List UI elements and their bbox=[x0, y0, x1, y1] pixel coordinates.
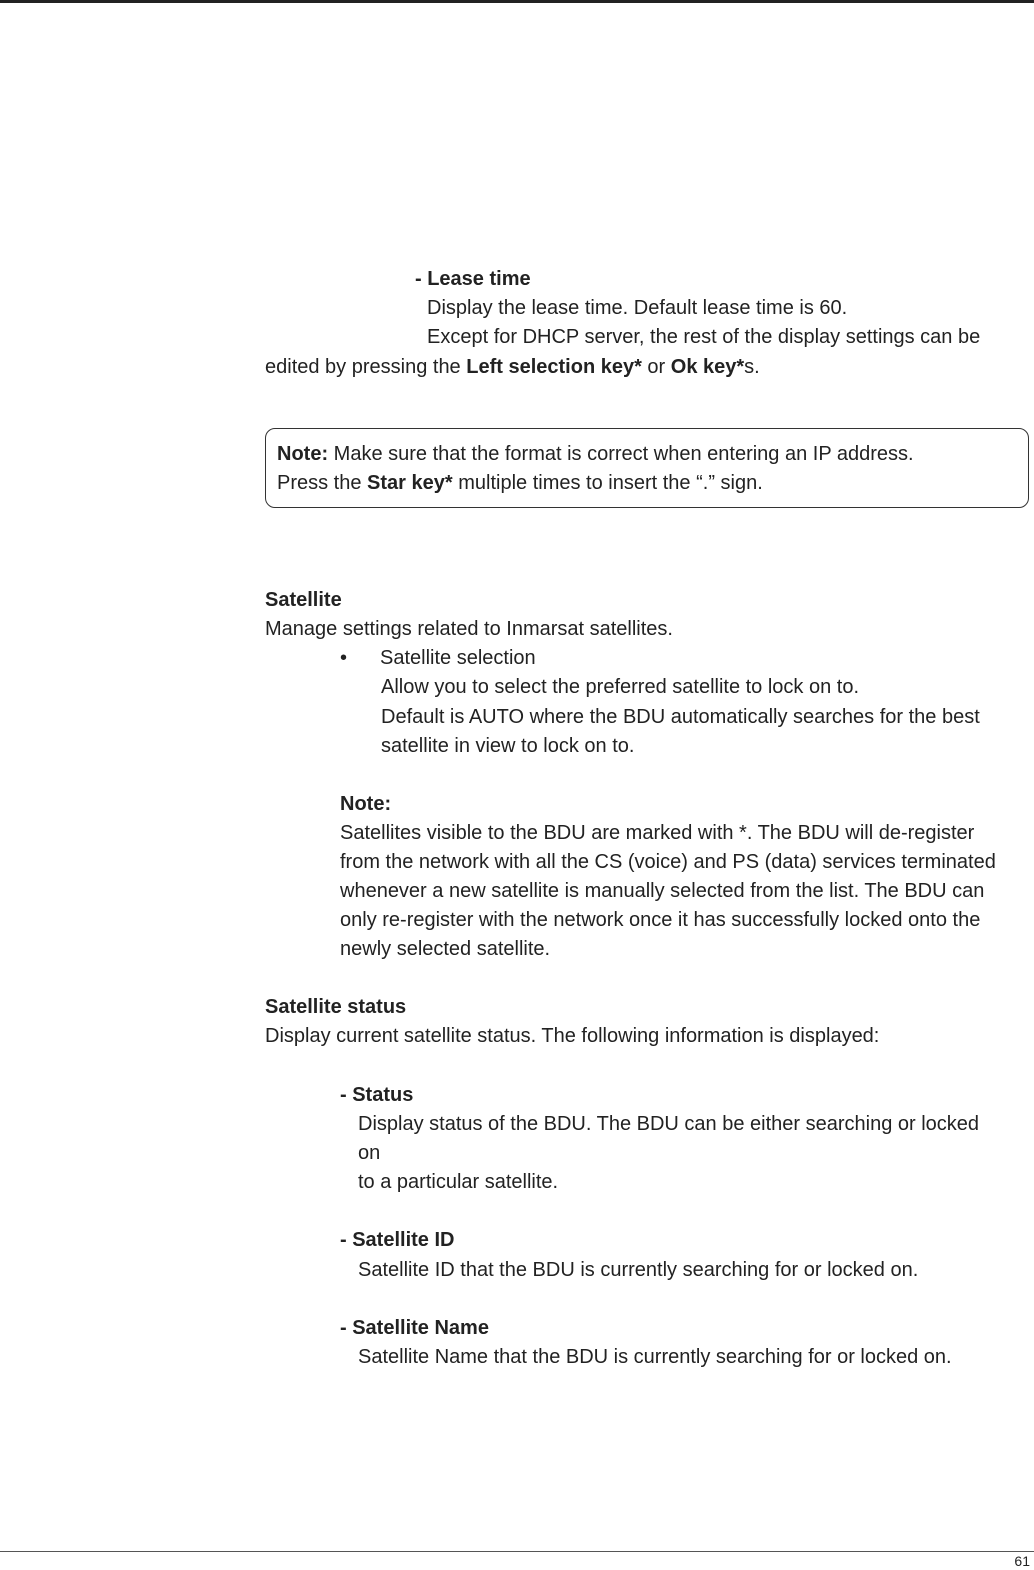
ip-note-line-2: Press the Star key* multiple times to insert the “.” sign. bbox=[277, 472, 763, 494]
satellite-selection-title: Satellite selection bbox=[380, 647, 536, 669]
ip-note-line-1: Note: Make sure that the format is correct when entering an IP address. bbox=[277, 443, 914, 465]
satellite-status-intro: Display current satellite status. The following information is displayed: bbox=[265, 1025, 880, 1047]
lease-time-line-1: Display the lease time. Default lease time is 60. bbox=[427, 297, 848, 319]
satellite-note-label: Note: bbox=[340, 793, 392, 815]
satellite-selection-line: Allow you to select the preferred satellite to lock on to. bbox=[381, 676, 860, 698]
lease-time-heading: - Lease time bbox=[415, 268, 531, 290]
left-selection-key-label: Left selection key* bbox=[466, 356, 642, 378]
satellite-note-line: whenever a new satellite is manually selected from the list. The BDU can bbox=[340, 880, 985, 902]
status-line: to a particular satellite. bbox=[358, 1171, 559, 1193]
lease-time-line-3: edited by pressing the Left selection key* or Ok key*s. bbox=[265, 356, 760, 378]
ip-note-box bbox=[265, 428, 1029, 508]
bullet: • bbox=[340, 647, 348, 669]
satellite-name-line: Satellite Name that the BDU is currently searching for or locked on. bbox=[358, 1346, 952, 1368]
satellite-selection-line: Default is AUTO where the BDU automatically searches for the best bbox=[381, 706, 980, 728]
top-rule bbox=[0, 0, 1034, 3]
satellite-note-line: only re-register with the network once it has successfully locked onto the bbox=[340, 909, 981, 931]
status-line: on bbox=[358, 1142, 381, 1164]
satellite-id-heading: - Satellite ID bbox=[340, 1229, 455, 1251]
footer-rule bbox=[0, 1551, 1034, 1552]
satellite-heading: Satellite bbox=[265, 589, 342, 611]
satellite-note-line: from the network with all the CS (voice) and PS (data) services terminated bbox=[340, 851, 996, 873]
status-line: Display status of the BDU. The BDU can be either searching or locked bbox=[358, 1113, 980, 1135]
satellite-status-heading: Satellite status bbox=[265, 996, 407, 1018]
satellite-id-line: Satellite ID that the BDU is currently searching for or locked on. bbox=[358, 1259, 919, 1281]
ip-note-label: Note: bbox=[277, 443, 329, 465]
ok-key-label: Ok key* bbox=[670, 356, 745, 378]
satellite-name-heading: - Satellite Name bbox=[340, 1317, 489, 1339]
page-number: 61 bbox=[1014, 1553, 1030, 1569]
lease-time-line-2: Except for DHCP server, the rest of the display settings can be bbox=[427, 326, 981, 348]
satellite-note-line: newly selected satellite. bbox=[340, 938, 551, 960]
star-key-label: Star key* bbox=[367, 472, 453, 494]
status-heading: - Status bbox=[340, 1084, 414, 1106]
satellite-note-line: Satellites visible to the BDU are marked with *. The BDU will de-register bbox=[340, 822, 975, 844]
satellite-intro: Manage settings related to Inmarsat satellites. bbox=[265, 618, 673, 640]
satellite-selection-line: satellite in view to lock on to. bbox=[381, 735, 635, 757]
